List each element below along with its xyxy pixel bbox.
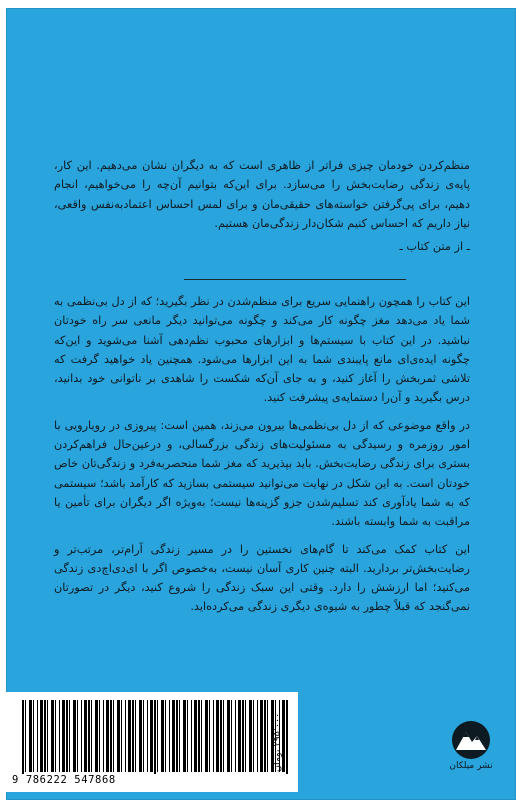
publisher-name: نشر میلکان <box>449 761 493 771</box>
description-paragraph-1: این کتاب را همچون راهنمایی سریع برای منظم‌شدن در نظر بگیرید؛ که از دل بی‌نظمی به شما یاد می‌دهد مغز چگونه کار می‌کند و چگونه می‌توانید دیگر مانعی سر راه خودتان نباشید. در این کتاب با سیستم‌ها و ابزارهای محبوب نظم‌دهی آشنا می‌شوید و این‌که چگونه ایده‌ی‌ای مانع پایبندی شما به این ابزارها می‌شود. همچنین یاد خواهید گرفت که تلاشی ثمربخش را آغاز کنید، و به جای آن‌که شکست را شاهدی بر ناتوانی خود بدانید، درس بگیرید و آن‌را دستمایه‌ی پیشرفت کنید. <box>54 295 470 405</box>
description-paragraph-2: در واقع موضوعی که از دل بی‌نظمی‌ها بیرون می‌زند، همین است: پیروزی در رویارویی با امور روزمره و رسیدگی به مسئولیت‌های زندگی بزرگسالی، و درعین‌حال فراهم‌کردن بستری برای زندگی رضایت‌بخش. باید بپذیرید که مغز شما منحصربه‌فرد و زندگی‌تان خاص خودتان است. به این شکل در نهایت می‌توانید سیستمی بسازید که کارآمد باشد؛ سیستمی که به شما یادآوری کند تسلیم‌شدن جزو گزینه‌ها نیست؛ به‌ویژه اگر دیگران برای تأمین یا مراقبت به شما وابسته باشند. <box>54 418 470 529</box>
barcode-number: 9 786222 547868 <box>12 774 292 786</box>
book-description <box>54 292 470 625</box>
publisher-logo <box>446 720 496 778</box>
divider <box>184 279 406 280</box>
back-cover <box>6 8 516 800</box>
price-label: ۲۹۵٬۰۰۰ تومان <box>272 712 283 772</box>
mountain-logo-icon <box>450 720 492 760</box>
book-quote: منظم‌کردن خودمان چیزی فراتر از ظاهری است که به دیگران نشان می‌دهیم. این کار، پایه‌ی زندگی رضایت‌بخش را می‌سازد. برای این‌که بتوانیم آن‌چه را می‌خواهیم، انجام دهیم، برای پی‌گرفتن خواسته‌های حقیقی‌مان و برای لمس احساس اعتمادبه‌نفس واقعی، نیاز داریم که احساس کنیم شکان‌دار زندگی‌مان هستیم. <box>54 159 470 230</box>
barcode <box>6 692 298 792</box>
barcode-guard-left <box>22 700 24 780</box>
description-paragraph-3: این کتاب کمک می‌کند تا گام‌های نخستین را در مسیر زندگی آرام‌تر، مرتب‌تر و رضایت‌بخش‌تر بردارید. البته چنین کاری آسان نیست، به‌خصوص اگر با ای‌دی‌اچ‌دی زندگی می‌کنید؛ اما ارزشش را دارد. وقتی این سبک زندگی را شروع کنید، دیگر در تصورتان نمی‌گنجد که قبلاً چطور به شیوه‌ی دیگری زندگی می‌کرده‌اید. <box>54 542 470 614</box>
barcode-guard-center <box>154 700 156 780</box>
quote-attribution: ـ از متن کتاب ـ <box>399 240 470 253</box>
